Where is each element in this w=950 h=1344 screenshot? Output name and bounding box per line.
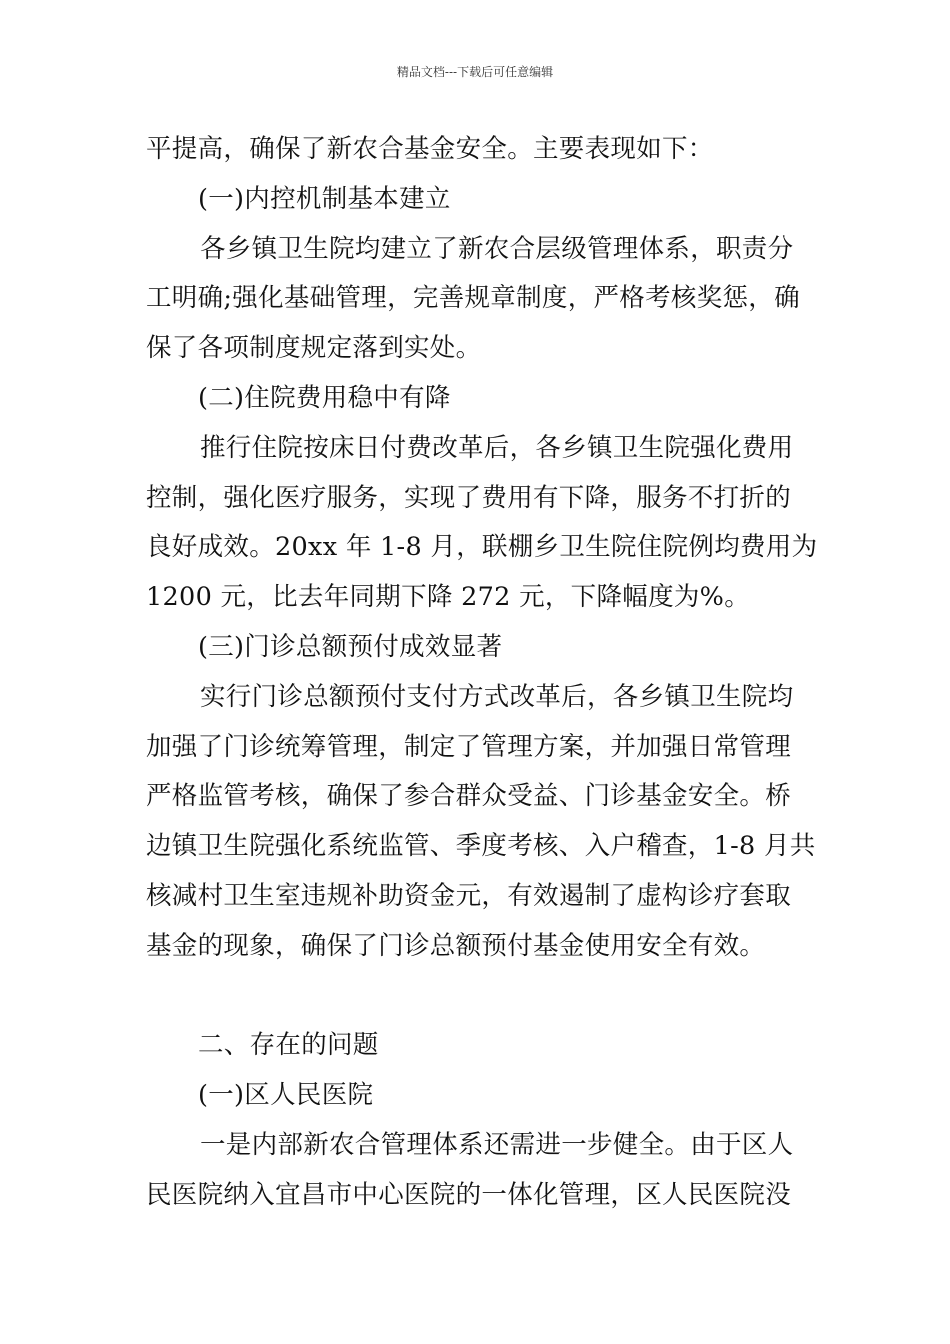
paragraph-line: 边镇卫生院强化系统监管、季度考核、入户稽查，1-8 月共	[146, 831, 816, 862]
paragraph-line: 控制，强化医疗服务，实现了费用有下降，服务不打折的	[146, 482, 792, 513]
paragraph-line: 1200 元，比去年同期下降 272 元，下降幅度为%。	[146, 582, 751, 613]
section-heading: (三)门诊总额预付成效显著	[198, 631, 503, 662]
paragraph-line: 加强了门诊统筹管理，制定了管理方案，并加强日常管理	[146, 731, 792, 762]
section-heading: (一)内控机制基本建立	[198, 183, 451, 214]
page-header: 精品文档---下载后可任意编辑	[396, 65, 554, 79]
paragraph-line: 一是内部新农合管理体系还需进一步健全。由于区人	[200, 1129, 794, 1160]
chapter-heading: 二、存在的问题	[198, 1030, 379, 1061]
paragraph-line: 保了各项制度规定落到实处。	[146, 333, 482, 364]
paragraph-line: 工明确;强化基础管理，完善规章制度，严格考核奖惩，确	[146, 283, 800, 314]
section-heading: (二)住院费用稳中有降	[198, 382, 451, 413]
paragraph-line: 推行住院按床日付费改革后，各乡镇卫生院强化费用	[200, 432, 794, 463]
paragraph-line: 基金的现象，确保了门诊总额预付基金使用安全有效。	[146, 930, 766, 961]
paragraph-line: 严格监管考核，确保了参合群众受益、门诊基金安全。桥	[146, 781, 792, 812]
paragraph-gap	[146, 972, 808, 1022]
document-body	[146, 125, 818, 1221]
paragraph-line: 民医院纳入宜昌市中心医院的一体化管理，区人民医院没	[146, 1179, 792, 1210]
paragraph-line: 平提高，确保了新农合基金安全。主要表现如下：	[146, 134, 714, 164]
paragraph-line: 良好成效。20xx 年 1-8 月，联棚乡卫生院住院例均费用为	[146, 532, 818, 563]
paragraph-line: 核减村卫生室违规补助资金元，有效遏制了虚构诊疗套取	[146, 880, 792, 911]
paragraph-line: 实行门诊总额预付支付方式改革后，各乡镇卫生院均	[200, 681, 794, 712]
paragraph-line: 各乡镇卫生院均建立了新农合层级管理体系，职责分	[200, 233, 794, 264]
section-heading: (一)区人民医院	[198, 1080, 374, 1111]
